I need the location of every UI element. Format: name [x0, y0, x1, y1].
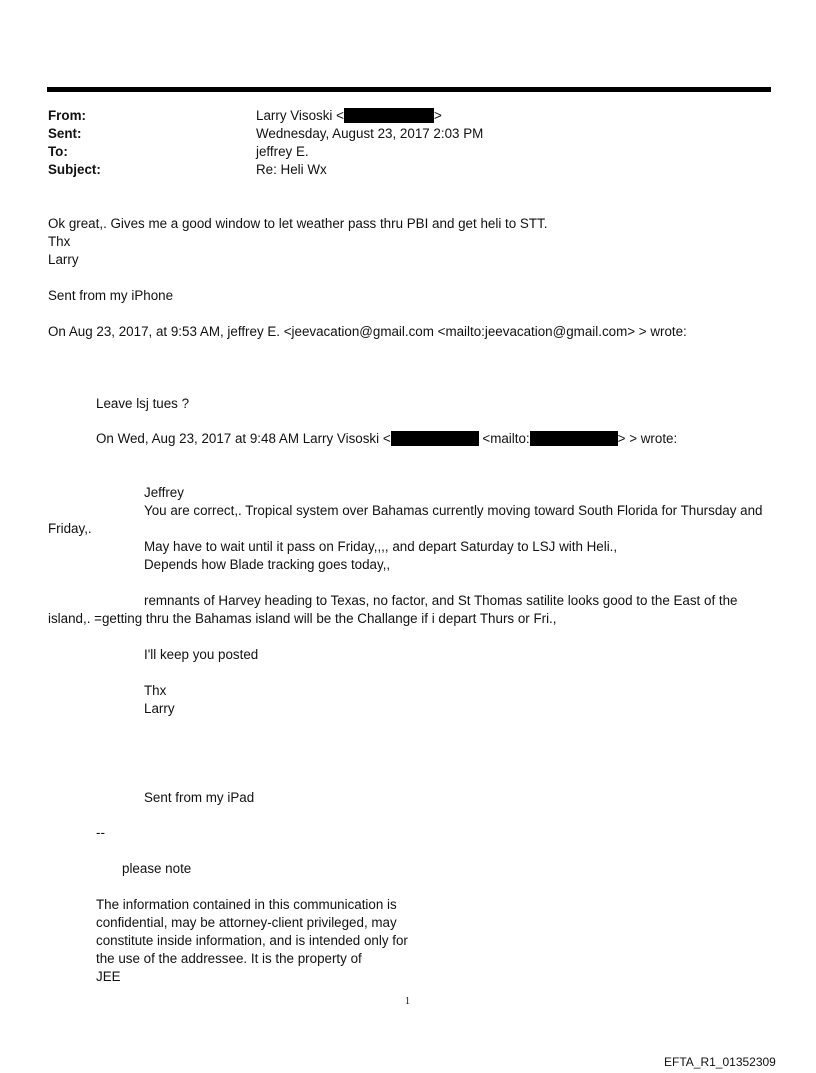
quote1-header-mailto: <mailto: [482, 431, 530, 446]
quote1-header [96, 430, 677, 448]
body-signature: Larry [48, 252, 79, 267]
quote2-line: island,. =getting thru the Bahamas island will be the Challange if i depart Thurs or Fri., [48, 611, 557, 626]
disclaimer-line: constitute inside information, and is intended only for [96, 933, 408, 948]
subject-value: Re: Heli Wx [256, 162, 327, 177]
disclaimer-line: JEE [96, 969, 121, 984]
sent-label: Sent: [48, 126, 82, 141]
quote1-header-prefix: On Wed, Aug 23, 2017 at 9:48 AM Larry Visoski < [96, 431, 391, 446]
header-rule [47, 87, 771, 92]
sent-from-ipad: Sent from my iPad [144, 790, 255, 805]
quote2-line: You are correct,. Tropical system over Bahamas currently moving toward South Florida for Thursday and [144, 503, 763, 518]
sent-value: Wednesday, August 23, 2017 2:03 PM [256, 126, 484, 141]
page-number: 1 [405, 996, 410, 1007]
quote2-greeting: Jeffrey [144, 485, 184, 500]
to-value: jeffrey E. [256, 144, 309, 159]
quote2-keep-posted: I'll keep you posted [144, 647, 259, 662]
from-close: > [433, 108, 442, 123]
to-label: To: [48, 144, 68, 159]
quote2-thx: Thx [144, 683, 167, 698]
disclaimer-line: the use of the addressee. It is the property of [96, 951, 362, 966]
please-note: please note [122, 861, 192, 876]
from-label: From: [48, 108, 86, 123]
signature-separator: -- [96, 825, 105, 840]
disclaimer-line: The information contained in this communication is [96, 897, 397, 912]
quote-header: On Aug 23, 2017, at 9:53 AM, jeffrey E. <jeevacation@gmail.com <mailto:jeevacation@gmail.com> > wrote: [48, 324, 687, 339]
body-line: Ok great,. Gives me a good window to let weather pass thru PBI and get heli to STT. [48, 216, 548, 231]
redaction-bar [344, 108, 434, 123]
redaction-bar [530, 431, 618, 446]
quote2-line: Depends how Blade tracking goes today,, [144, 557, 391, 572]
subject-label: Subject: [48, 162, 101, 177]
sent-from-iphone: Sent from my iPhone [48, 288, 174, 303]
from-name: Larry Visoski < [256, 108, 344, 123]
from-value [256, 107, 442, 125]
disclaimer-line: confidential, may be attorney-client privileged, may [96, 915, 397, 930]
quote1-header-suffix: > > wrote: [617, 431, 678, 446]
redaction-bar [391, 431, 479, 446]
quote2-line: May have to wait until it pass on Friday,,,, and depart Saturday to LSJ with Heli., [144, 539, 618, 554]
quote2-line: Friday,. [48, 521, 92, 536]
quote2-line: remnants of Harvey heading to Texas, no factor, and St Thomas satilite looks good to the East of the [144, 593, 738, 608]
body-line: Thx [48, 234, 71, 249]
quote2-signature: Larry [144, 701, 175, 716]
quote1-text: Leave lsj tues ? [96, 396, 190, 411]
document-id: EFTA_R1_01352309 [664, 1055, 776, 1069]
